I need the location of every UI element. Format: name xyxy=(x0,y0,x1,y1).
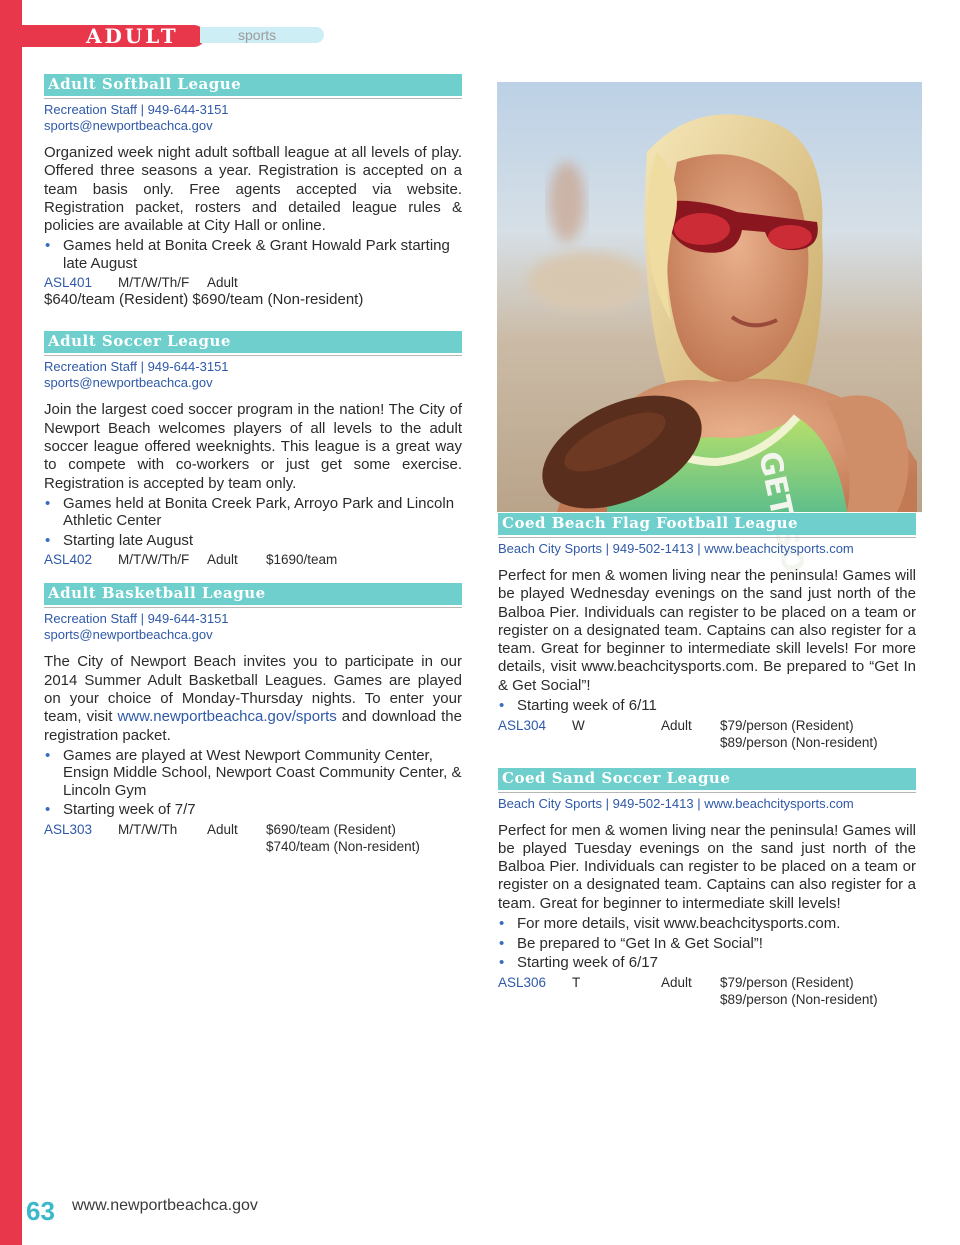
list-item: • Games are played at West Newport Community Center, Ensign Middle School, Newport Coast Community Center, & Lincoln Gym xyxy=(44,747,462,800)
softball-fees: $640/team (Resident) $690/team (Non-resident) xyxy=(44,291,364,309)
right-column xyxy=(498,513,916,1009)
basketball-course-row-2 xyxy=(44,838,462,855)
course-fee-nonresident: $740/team (Non-resident) xyxy=(266,838,420,854)
basketball-contact xyxy=(44,611,462,643)
soccer-contact xyxy=(44,359,462,391)
contact-phone: Recreation Staff | 949-644-3151 xyxy=(44,102,229,117)
soccer-section xyxy=(44,331,462,568)
course-age: Adult xyxy=(207,275,238,291)
course-code: ASL303 xyxy=(44,821,93,837)
sand-soccer-title: Coed Sand Soccer League xyxy=(502,768,731,787)
basketball-bullets xyxy=(44,747,462,819)
title-rule xyxy=(44,98,462,99)
basketball-description xyxy=(44,653,462,744)
flag-football-course-row xyxy=(498,717,916,735)
contact-phone: Recreation Staff | 949-644-3151 xyxy=(44,359,229,375)
page-number: 63 xyxy=(26,1196,55,1226)
course-fee-resident: $690/team (Resident) xyxy=(266,821,396,837)
title-rule xyxy=(498,792,916,793)
course-code: ASL402 xyxy=(44,552,93,568)
subcategory-label: sports xyxy=(238,27,277,43)
list-item: • Be prepared to “Get In & Get Social”! xyxy=(498,935,916,953)
category-label: ADULT xyxy=(86,24,179,48)
description-text: The City of Newport Beach invites you to participate in our 2014 Summer Adult Basketball Leagues. Games are played on your choice of Monday-Thursday nights. To enter your team, visit xyxy=(44,653,462,726)
left-column xyxy=(44,74,462,855)
softball-course-row xyxy=(44,274,462,291)
flag-football-course-row-2 xyxy=(498,734,916,752)
course-days: M/T/W/Th/F xyxy=(118,275,190,291)
list-item: • Games held at Bonita Creek & Grant Howald Park starting late August xyxy=(44,237,462,272)
flag-football-title: Coed Beach Flag Football League xyxy=(502,514,799,532)
softball-description: Organized week night adult softball league at all levels of play. Offered three seasons a year. Registration is accepted on a team basis only. Free agents accepted via website. Registration packet, rosters and detailed league rules & policies are available at City Hall or online. xyxy=(44,144,462,235)
category-tab xyxy=(22,25,205,47)
sand-soccer-section xyxy=(498,768,916,1009)
sand-soccer-contact: Beach City Sports | 949-502-1413 | www.beachcitysports.com xyxy=(498,795,854,811)
list-item: • Starting week of 6/17 xyxy=(498,954,916,972)
description-text: and download the registration packet. xyxy=(44,708,462,744)
title-rule xyxy=(44,355,462,356)
subcategory-tab xyxy=(200,27,324,43)
spacer xyxy=(498,734,720,752)
sand-soccer-course-row xyxy=(498,974,916,992)
basketball-title: Adult Basketball League xyxy=(48,584,266,603)
course-fee-nonresident: $89/person (Non-resident) xyxy=(720,992,878,1008)
basketball-course-row xyxy=(44,821,462,838)
course-fee-resident: $79/person (Resident) xyxy=(720,717,854,733)
softball-contact xyxy=(44,102,462,134)
contact-email-link[interactable]: sports@newportbeachca.gov xyxy=(44,118,213,133)
sand-soccer-title-bar xyxy=(498,768,916,790)
flag-football-title-bar xyxy=(498,513,916,535)
flag-football-section xyxy=(498,513,916,752)
course-days: T xyxy=(572,974,581,990)
list-item: • Games held at Bonita Creek Park, Arroyo Park and Lincoln Athletic Center xyxy=(44,495,462,530)
spacer xyxy=(498,991,720,1009)
sand-soccer-description: Perfect for men & women living near the peninsula! Games will be played Tuesday evenings on the sand just north of the Balboa Pier. Individuals can register to be placed on a team or register on a designated team. Captains can also register for a team. Great for beginner to intermediate skill levels! xyxy=(498,821,916,912)
softball-section xyxy=(44,74,462,309)
list-item: • For more details, visit www.beachcitysports.com. xyxy=(498,915,916,933)
soccer-course-row xyxy=(44,551,462,568)
course-fee-nonresident: $89/person (Non-resident) xyxy=(720,735,878,751)
list-item: • Starting week of 6/11 xyxy=(498,697,916,715)
flag-football-description: Perfect for men & women living near the peninsula! Games will be played Wednesday evenings on the sand just north of the Balboa Pier. Individuals can register to be placed on a team or register on a designated team. Captains can also register for a team. Great for beginner to intermediate skill levels! For more details, visit www.beachcitysports.com. Be prepared to “Get In & Get Social”! xyxy=(498,567,916,694)
contact-email-link[interactable]: sports@newportbeachca.gov xyxy=(44,627,213,643)
basketball-title-bar xyxy=(44,583,462,605)
spacer xyxy=(44,838,266,855)
course-fee: $1690/team xyxy=(266,552,338,568)
contact-phone: Recreation Staff | 949-644-3151 xyxy=(44,611,229,627)
soccer-bullets xyxy=(44,495,462,550)
flag-football-bullets xyxy=(498,697,916,715)
list-item: • Starting week of 7/7 xyxy=(44,801,462,819)
soccer-title-bar xyxy=(44,331,462,353)
registration-link[interactable]: www.newportbeachca.gov/sports xyxy=(117,708,337,726)
sand-soccer-bullets xyxy=(498,915,916,972)
course-days: M/T/W/Th/F xyxy=(118,552,190,568)
flag-football-contact: Beach City Sports | 949-502-1413 | www.beachcitysports.com xyxy=(498,541,854,556)
softball-title-bar xyxy=(44,74,462,96)
side-accent-bar xyxy=(0,0,22,1245)
athlete-photo xyxy=(497,82,922,512)
course-age: Adult xyxy=(207,552,238,568)
contact-email-link[interactable]: sports@newportbeachca.gov xyxy=(44,375,213,391)
basketball-section xyxy=(44,583,462,854)
course-fee-resident: $79/person (Resident) xyxy=(720,974,854,990)
photo-illustration xyxy=(497,82,922,512)
course-code: ASL401 xyxy=(44,275,93,291)
course-code: ASL306 xyxy=(498,974,547,990)
title-rule xyxy=(498,537,916,538)
course-age: Adult xyxy=(207,821,238,837)
soccer-title: Adult Soccer League xyxy=(48,332,231,351)
footer-website-link[interactable]: www.newportbeachca.gov xyxy=(72,1197,258,1214)
softball-bullets xyxy=(44,237,462,272)
soccer-description: Join the largest coed soccer program in the nation! The City of Newport Beach welcomes players of all levels to the adult soccer league offered weeknights. This league is a great way to compete with co-workers or just get some exercise. Registration is accepted by team only. xyxy=(44,401,462,492)
course-age: Adult xyxy=(661,717,692,733)
course-days: W xyxy=(572,717,585,733)
course-days: M/T/W/Th xyxy=(118,821,178,837)
sand-soccer-course-row-2 xyxy=(498,991,916,1009)
course-code: ASL304 xyxy=(498,717,547,733)
title-rule xyxy=(44,607,462,608)
list-item: • Starting late August xyxy=(44,532,462,550)
course-age: Adult xyxy=(661,974,692,990)
softball-title: Adult Softball League xyxy=(48,75,242,93)
